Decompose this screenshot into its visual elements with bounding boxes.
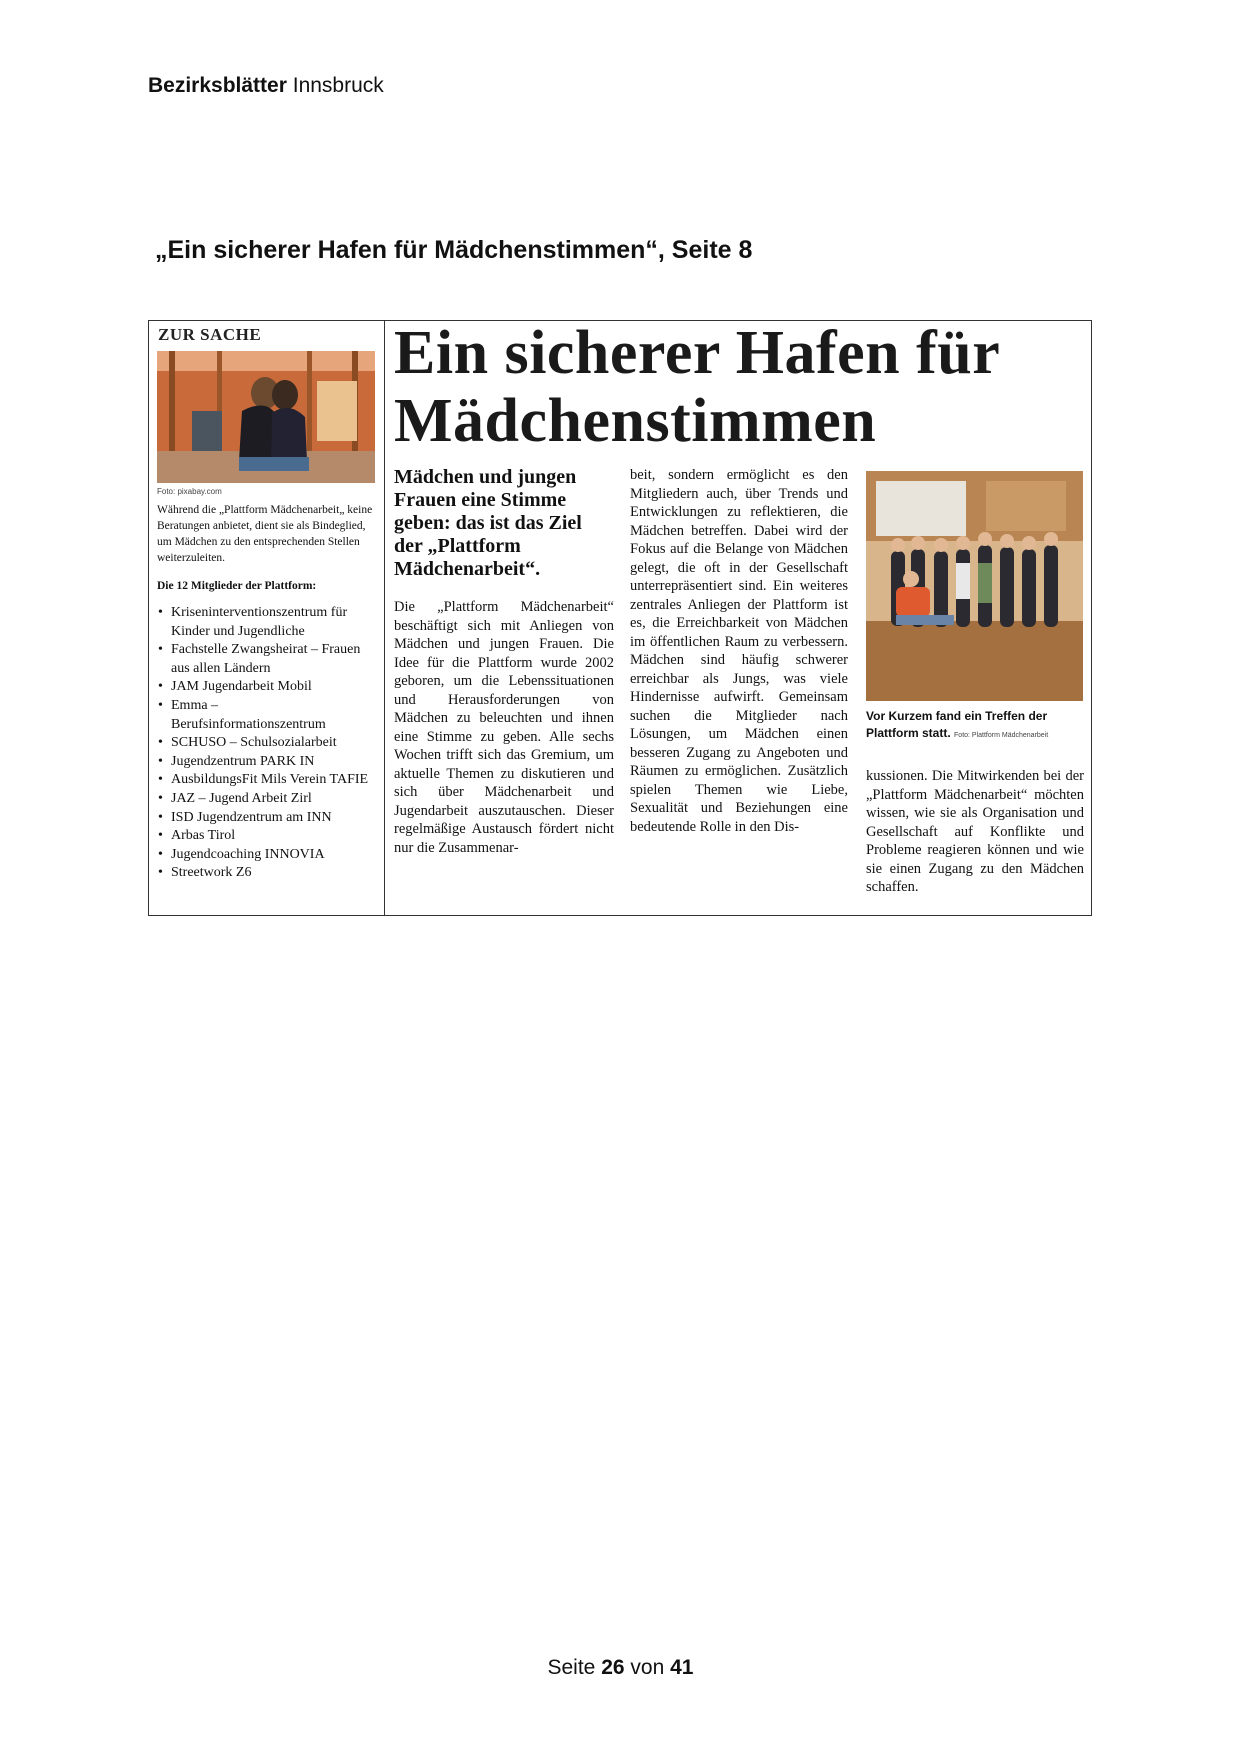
- current-page: 26: [601, 1656, 625, 1679]
- newspaper-clipping: [148, 320, 1092, 916]
- article-title-line1: Ein sicherer Hafen für: [394, 319, 1001, 387]
- two-girls-photo: [157, 351, 375, 483]
- page-prefix: Seite: [547, 1656, 596, 1679]
- page-number: [0, 1656, 1241, 1680]
- list-item: • Kriseninterventionszentrum für Kinder und Jugendliche: [157, 604, 376, 641]
- list-item: • Jugendzentrum PARK IN: [157, 753, 376, 772]
- article-title: [394, 319, 1000, 455]
- caption-credit: Foto: Plattform Mädchenarbeit: [954, 732, 1049, 739]
- article-lead: Mädchen und jungen Frauen eine Stimme geben: das ist das Ziel der „Plattform Mädchenarbeit“.: [394, 466, 582, 580]
- caption-text: Vor Kurzem fand ein Treffen der Plattform statt.: [866, 709, 1048, 740]
- article-title-line2: Mädchenstimmen: [394, 387, 877, 455]
- group-photo: [866, 471, 1083, 701]
- total-pages: 41: [670, 1656, 694, 1679]
- list-item: • Emma – Berufsinformationszentrum: [157, 697, 376, 734]
- sidebar-photo-credit: Foto: pixabay.com: [157, 487, 222, 496]
- sidebar-text: Während die „Plattform Mädchenarbeit„ keine Beratungen anbietet, dient sie als Bindeglied, um Mädchen zu den entsprechenden Stellen weiterzuleiten.: [157, 504, 373, 564]
- sidebar-kicker: ZUR SACHE: [158, 325, 262, 344]
- list-item: • Arbas Tirol: [157, 827, 376, 846]
- list-item: • SCHUSO – Schulsozialarbeit: [157, 734, 376, 753]
- page-mid: von: [630, 1656, 665, 1679]
- publication-region: Innsbruck: [292, 74, 384, 97]
- list-item: • JAM Jugendarbeit Mobil: [157, 678, 376, 697]
- sidebar-box: [149, 321, 385, 915]
- list-item: • Fachstelle Zwangsheirat – Frauen aus allen Ländern: [157, 641, 376, 678]
- article-body-column-2: beit, sondern ermöglicht es den Mitgliedern auch, über Trends und Entwicklungen zu reflektieren, die Mädchen betreffen. Dabei wird der Fokus auf die Belange von Mädchen gelegt, die oft in der Gesellschaft unterrepräsentiert sind. Ein weiteres zentrales Anliegen der Plattform ist es, die Erreichbarkeit von Mädchen im öffentlichen Raum zu verbessern. Mädchen sind häufig schwerer erreichbar als Jungs, was viele Hindernisse aufwirft. Gemeinsam suchen die Mitglieder nach Lösungen, um Mädchen einen besseren Zugang zu Angeboten und Räumen zu ermöglichen. Zusätzlich spielen Themen wie Liebe, Sexualität und Beziehungen eine bedeutende Rolle in den Dis-: [630, 467, 848, 835]
- clipping-headline: „Ein sicherer Hafen für Mädchenstimmen“, Seite 8: [155, 236, 753, 264]
- list-item: • Streetwork Z6: [157, 864, 376, 883]
- list-item: • Jugendcoaching INNOVIA: [157, 846, 376, 865]
- members-list: [157, 604, 376, 883]
- members-heading: Die 12 Mitglieder der Plattform:: [157, 580, 317, 592]
- article-body-column-3: kussionen. Die Mitwirkenden bei der „Plattform Mädchenarbeit“ möchten wissen, wie sie als Organisation und Gesellschaft auf Konflikte und Probleme reagieren können und wie sie einen Zugang zu den Mädchen schaffen.: [866, 768, 1084, 895]
- list-item: • ISD Jugendzentrum am INN: [157, 809, 376, 828]
- list-item: • AusbildungsFit Mils Verein TAFIE: [157, 771, 376, 790]
- article-body-column-1: Die „Plattform Mädchenarbeit“ beschäftigt sich mit Anliegen von Mädchen und jungen Frauen. Die Idee für die Plattform wurde 2002 geboren, um die Lebenssituationen und Herausforderungen von Mädchen zu beleuchten und ihnen eine Stimme zu geben. Alle sechs Wochen trifft sich das Gremium, um aktuelle Themen zu diskutieren und sich über Mädchenarbeit und Jugendarbeit auszutauschen. Dieser regelmäßige Austausch fördert nicht nur die Zusammenar-: [394, 599, 614, 856]
- publication-brand: Bezirksblätter: [148, 74, 287, 97]
- list-item: • JAZ – Jugend Arbeit Zirl: [157, 790, 376, 809]
- publication-header: [148, 74, 384, 98]
- group-photo-caption: [866, 708, 1084, 744]
